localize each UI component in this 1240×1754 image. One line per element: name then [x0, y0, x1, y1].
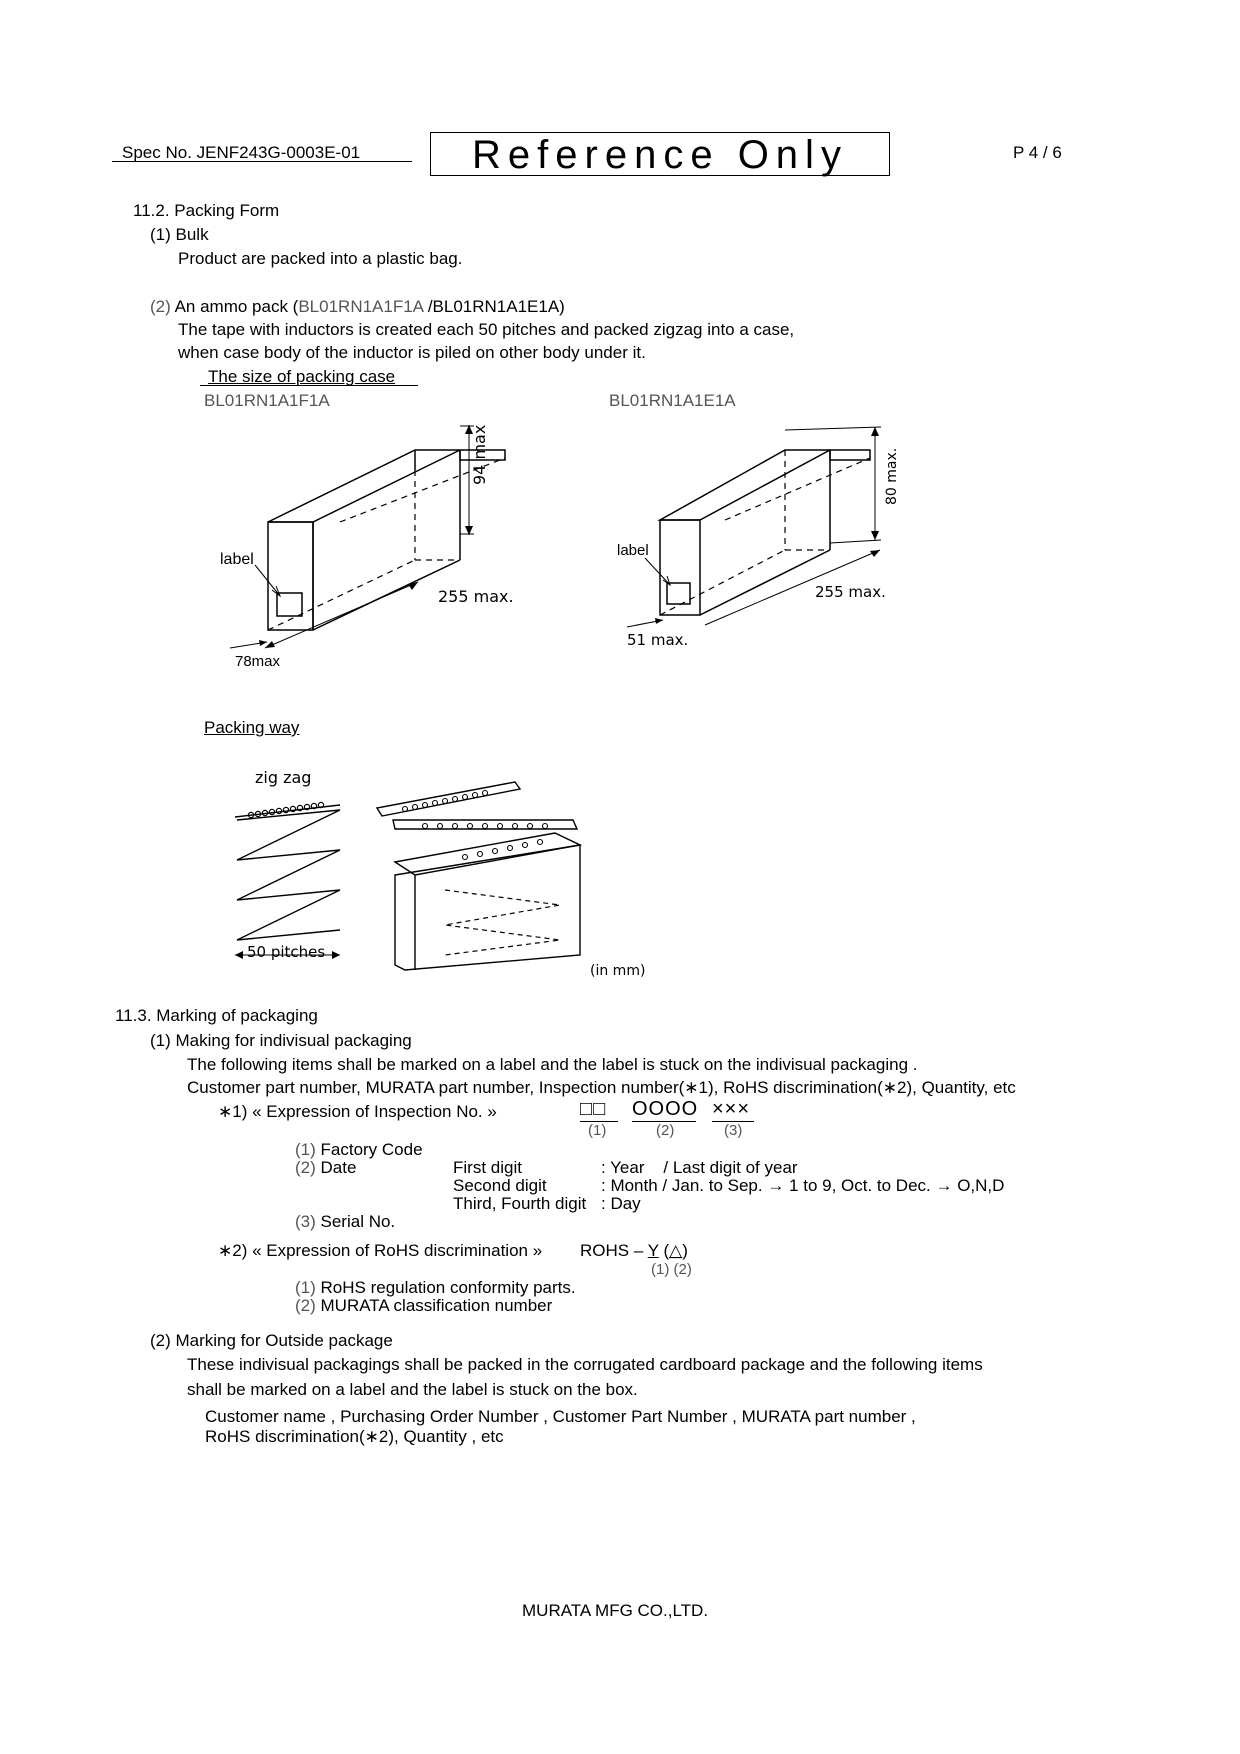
left-height-dimension: 94 max [470, 424, 489, 485]
spec-number: Spec No. JENF243G-0003E-01 [122, 143, 361, 162]
individual-packaging-heading: (1) Making for indivisual packaging [150, 1031, 412, 1050]
left-model-label: BL01RN1A1F1A [204, 391, 330, 410]
rohs-item-1: (1) RoHS regulation conformity parts. [295, 1278, 576, 1297]
first-digit-value: : Year / Last digit of year [601, 1158, 798, 1177]
rohs-expression-title: ∗2) « Expression of RoHS discrimination » [218, 1241, 543, 1260]
second-digit-value: : Month / Jan. to Sep. → 1 to 9, Oct. to Dec. → O,N,D [601, 1176, 1005, 1195]
first-digit-label: First digit [453, 1158, 522, 1177]
left-case-drawing [210, 410, 540, 675]
serial-no-item: (3) Serial No. [295, 1212, 396, 1231]
pitches-label: 50 pitches [247, 943, 326, 961]
inspection-expression-title: ∗1) « Expression of Inspection No. » [218, 1102, 497, 1121]
right-width-dimension: 51 max. [627, 631, 689, 649]
inspection-code-3: ××× [712, 1098, 751, 1120]
second-digit-label: Second digit [453, 1176, 547, 1195]
inspection-code-1: □□ [580, 1098, 607, 1120]
third-digit-label: Third, Fourth digit [453, 1194, 587, 1213]
outside-text-3: Customer name , Purchasing Order Number , Customer Part Number , MURATA part number , [205, 1407, 916, 1426]
inspection-code-2: OOOO [632, 1098, 699, 1120]
third-digit-value: : Day [601, 1194, 641, 1213]
section-11-2-title: 11.2. Packing Form [133, 201, 280, 220]
factory-code-item: (1) Factory Code [295, 1140, 423, 1159]
rohs-code: ROHS – Y (△) [580, 1241, 688, 1260]
code-index-3: (3) [724, 1122, 743, 1139]
right-label-text: label [617, 542, 649, 559]
footer-company: MURATA MFG CO.,LTD. [522, 1601, 709, 1620]
right-case-drawing [605, 415, 915, 665]
size-title-underline [200, 385, 418, 386]
unit-label: (in mm) [590, 963, 646, 979]
outside-text-1: These indivisual packagings shall be packed in the corrugated cardboard package and the following items [187, 1355, 983, 1374]
ammo-text-2: when case body of the inductor is piled on other body under it. [178, 343, 646, 362]
rohs-item-2: (2) MURATA classification number [295, 1296, 553, 1315]
left-width-dimension: 78max [235, 653, 281, 670]
individual-text-1: The following items shall be marked on a label and the label is stuck on the indivisual packaging . [187, 1055, 918, 1074]
bulk-text: Product are packed into a plastic bag. [178, 249, 463, 268]
zigzag-label: zig zag [255, 768, 312, 787]
label-box-icon [667, 583, 690, 604]
bulk-heading: (1) Bulk [150, 225, 209, 244]
reference-only-banner: Reference Only [430, 132, 890, 176]
code-index-2: (2) [656, 1122, 675, 1139]
page-number: P 4 / 6 [1013, 143, 1062, 162]
date-item: (2) Date [295, 1158, 357, 1177]
outside-text-2: shall be marked on a label and the label is stuck on the box. [187, 1380, 638, 1399]
packing-case-size-title: The size of packing case [208, 367, 396, 386]
outside-package-heading: (2) Marking for Outside package [150, 1331, 393, 1350]
right-height-dimension: 80 max. [884, 447, 900, 505]
ammo-pack-heading: (2) An ammo pack (BL01RN1A1F1A /BL01RN1A1E1A) [150, 297, 565, 316]
right-length-dimension: 255 max. [815, 583, 886, 601]
right-model-label: BL01RN1A1E1A [609, 391, 736, 410]
left-length-dimension: 255 max. [438, 587, 514, 606]
label-box-icon [277, 593, 302, 616]
left-label-text: label [220, 551, 254, 568]
individual-text-2: Customer part number, MURATA part number, Inspection number(∗1), RoHS discrimination(∗2), Quantity, etc [187, 1078, 1016, 1097]
packing-way-title: Packing way [204, 718, 300, 737]
rohs-index: (1) (2) [651, 1261, 692, 1278]
code-index-1: (1) [588, 1122, 607, 1139]
packing-way-drawing [225, 765, 665, 990]
outside-text-4: RoHS discrimination(∗2), Quantity , etc [205, 1427, 504, 1446]
section-11-3-title: 11.3. Marking of packaging [115, 1006, 318, 1025]
ammo-text-1: The tape with inductors is created each 50 pitches and packed zigzag into a case, [178, 320, 795, 339]
spec-underline [112, 161, 412, 162]
